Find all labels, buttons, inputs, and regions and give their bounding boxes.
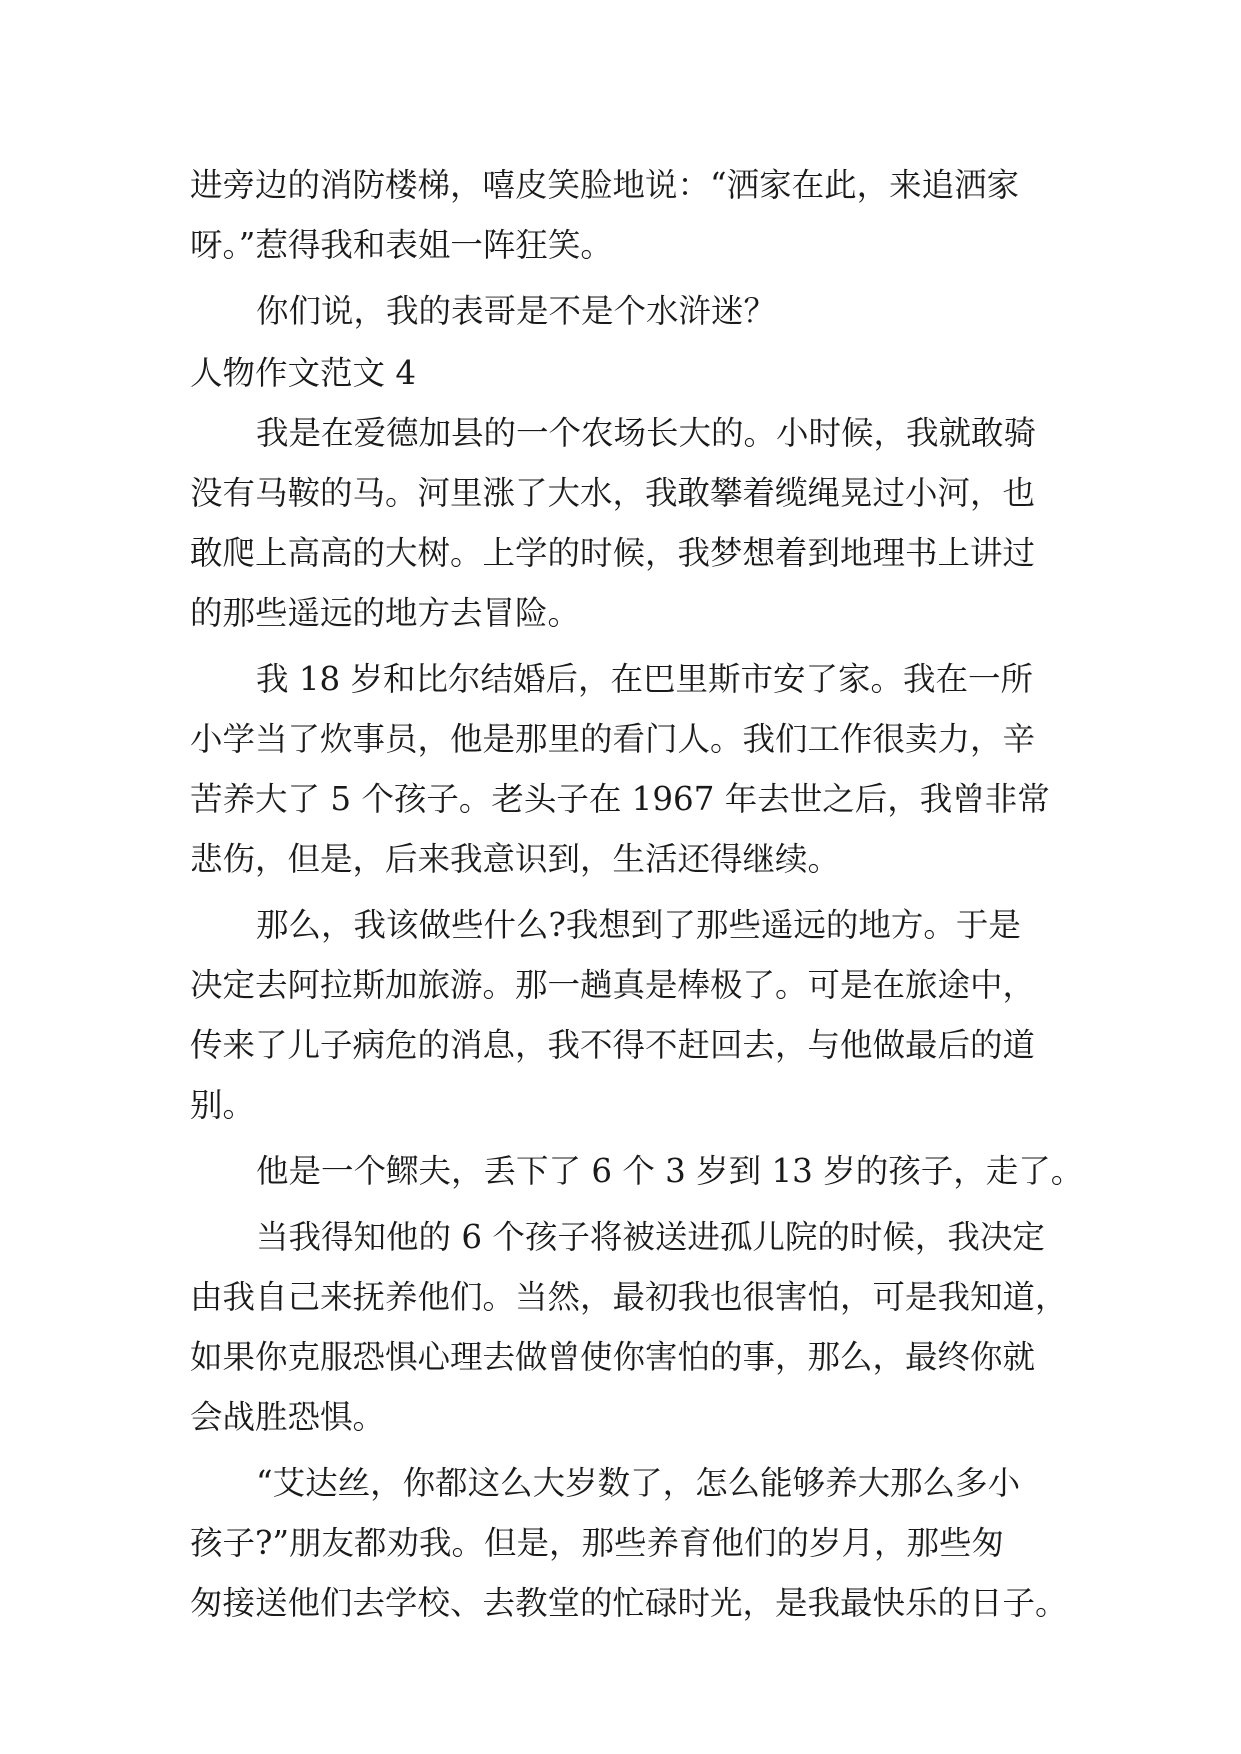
document-body — [190, 155, 1084, 1633]
text-line: “艾达丝，你都这么大岁数了，怎么能够养大那么多小 — [256, 1464, 1021, 1502]
text-line: 决定去阿拉斯加旅游。那一趟真是棒极了。可是在旅途中， — [190, 966, 1036, 1004]
text-line: 匆接送他们去学校、去教堂的忙碌时光，是我最快乐的日子。 — [190, 1584, 1068, 1622]
text-line: 没有马鞍的马。河里涨了大水，我敢攀着缆绳晃过小河，也 — [190, 474, 1036, 512]
text-line: 你们说，我的表哥是不是个水浒迷？ — [256, 292, 777, 330]
text-line: 我 18 岁和比尔结婚后，在巴里斯市安了家。我在一所 — [256, 660, 1034, 698]
text-line: 那么，我该做些什么?我想到了那些遥远的地方。于是 — [256, 906, 1021, 944]
text-line: 进旁边的消防楼梯，嘻皮笑脸地说：“洒家在此，来追洒家 — [190, 166, 1020, 204]
text-line: 当我得知他的 6 个孩子将被送进孤儿院的时候，我决定 — [256, 1218, 1045, 1256]
text-line: 悲伤，但是，后来我意识到，生活还得继续。 — [190, 840, 841, 878]
text-line: 苦养大了 5 个孩子。老头子在 1967 年去世之后，我曾非常 — [190, 780, 1050, 818]
text-line: 我是在爱德加县的一个农场长大的。小时候，我就敢骑 — [256, 414, 1037, 452]
text-line: 敢爬上高高的大树。上学的时候，我梦想着到地理书上讲过 — [190, 534, 1036, 572]
text-line: 传来了儿子病危的消息，我不得不赶回去，与他做最后的道 — [190, 1026, 1036, 1064]
text-line: 呀。”惹得我和表姐一阵狂笑。 — [190, 226, 613, 264]
text-line: 如果你克服恐惧心理去做曾使你害怕的事，那么，最终你就 — [190, 1338, 1036, 1376]
text-line: 的那些遥远的地方去冒险。 — [190, 594, 581, 632]
text-line: 由我自己来抚养他们。当然，最初我也很害怕，可是我知道， — [190, 1278, 1068, 1316]
text-line: 小学当了炊事员，他是那里的看门人。我们工作很卖力，辛 — [190, 720, 1036, 758]
text-line: 会战胜恐惧。 — [190, 1398, 386, 1436]
text-line: 他是一个鳏夫，丢下了 6 个 3 岁到 13 岁的孩子，走了。 — [256, 1152, 1084, 1190]
section-heading: 人物作文范文 4 — [190, 354, 417, 392]
text-line: 孩子?”朋友都劝我。但是，那些养育他们的岁月，那些匆 — [190, 1524, 1005, 1562]
text-line: 别。 — [190, 1086, 256, 1124]
